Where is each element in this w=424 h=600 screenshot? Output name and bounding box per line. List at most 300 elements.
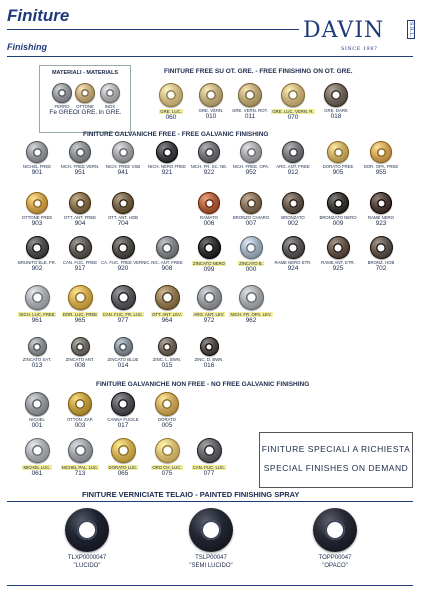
eyelet-hole	[33, 199, 42, 208]
finish-swatch	[15, 337, 59, 369]
eyelet-ring-icon	[327, 236, 350, 259]
eyelet-hole	[81, 89, 89, 97]
finish-code: 014	[117, 362, 129, 369]
finish-code: 920	[117, 265, 129, 272]
eyelet-hole	[163, 148, 172, 157]
finish-swatch	[15, 236, 59, 272]
finish-label: CAN. FUC. FREE	[62, 260, 98, 265]
eyelet-ring-icon	[282, 236, 305, 259]
finish-label: OTTONE	[76, 104, 94, 109]
eyelet-hole	[106, 89, 114, 97]
eyelet-hole	[33, 343, 41, 351]
finish-code: 901	[31, 169, 43, 176]
finish-code: 903	[31, 220, 43, 227]
finish-swatch	[187, 236, 231, 273]
finish-code: 912	[287, 169, 299, 176]
eyelet-hole	[119, 199, 128, 208]
eyelet-hole	[58, 89, 66, 97]
eyelet-hole	[33, 148, 42, 157]
finish-swatch	[101, 337, 145, 369]
finish-swatch	[271, 236, 315, 272]
eyelet-hole	[376, 243, 386, 253]
finish-code: 013	[31, 362, 43, 369]
painted-rule	[7, 501, 413, 502]
header-subtitle: Finishing	[7, 42, 47, 52]
finish-code: 923	[375, 220, 387, 227]
finish-code: 000	[245, 266, 257, 273]
eyelet-ring-icon	[112, 192, 134, 214]
eyelet-ring-icon	[282, 141, 304, 163]
eyelet-hole	[32, 445, 43, 456]
finish-label: NICH. LUC. FREE	[19, 312, 55, 317]
eyelet-ring-icon	[68, 438, 93, 463]
eyelet-ring-icon	[197, 285, 222, 310]
finish-code: 070	[287, 114, 299, 121]
eyelet-hole	[119, 343, 127, 351]
finish-label: NIC. ANT. FREE	[151, 260, 183, 265]
painted-eyelet-icon	[65, 508, 109, 552]
finish-code: Ot GRE.	[72, 109, 98, 116]
finish-swatch	[145, 392, 189, 429]
finish-code: 941	[117, 169, 129, 176]
finish-code: 075	[161, 470, 173, 477]
logo-wordmark: DAVIN	[303, 18, 385, 43]
eyelet-ring-icon	[114, 337, 133, 356]
header-rule	[7, 29, 299, 30]
painted-swatch	[171, 508, 251, 570]
eyelet-hole	[118, 445, 129, 456]
finish-swatch	[187, 438, 231, 477]
eyelet-hole	[32, 399, 42, 409]
finish-label: ARG. ANT. FREE	[276, 164, 310, 169]
finish-swatch	[101, 192, 145, 227]
finish-code: 008	[74, 362, 86, 369]
davin-logo	[303, 18, 415, 56]
painted-code: TSLP00047	[195, 555, 227, 561]
finish-swatch	[101, 285, 145, 324]
finish-swatch	[359, 236, 403, 272]
painted-code: TOPP00047	[318, 555, 352, 561]
finish-label: GRE. LUC. VERN. R.	[272, 109, 314, 114]
finish-label: GRE. DARK	[324, 108, 348, 113]
finish-code: 964	[161, 317, 173, 324]
eyelet-ring-icon	[52, 83, 72, 103]
finish-code: 018	[330, 113, 342, 120]
painted-swatch	[47, 508, 127, 570]
finish-label: ARG. ANT. LEV.	[193, 312, 225, 317]
eyelet-ring-icon	[324, 83, 348, 107]
eyelet-hole	[118, 292, 129, 303]
finish-swatch	[316, 236, 360, 272]
finish-swatch	[58, 236, 102, 272]
finish-label: ZINCATO B.	[239, 261, 263, 266]
eyelet-ring-icon	[26, 141, 48, 163]
finish-code: 977	[117, 317, 129, 324]
finish-code: 905	[332, 169, 344, 176]
finish-label: GRE. VERN. ROT.	[232, 108, 268, 113]
finish-label: OTT. ANT. HOB	[107, 215, 139, 220]
eyelet-ring-icon	[75, 83, 95, 103]
finish-code: 702	[375, 265, 387, 272]
finish-swatch	[101, 438, 145, 477]
finish-code: 017	[117, 422, 129, 429]
finish-label: NICH. FR. SC. NE.	[190, 164, 228, 169]
finish-label: BRONZATO NERO	[319, 215, 357, 220]
eyelet-hole	[118, 399, 128, 409]
finish-swatch	[271, 192, 315, 227]
finish-swatch	[58, 141, 102, 176]
eyelet-ring-icon	[26, 236, 49, 259]
eyelet-hole	[325, 520, 345, 540]
finish-swatch	[229, 192, 273, 227]
eyelet-ring-icon	[198, 141, 220, 163]
finish-swatch	[229, 236, 273, 273]
finish-label: RAME NERO	[367, 215, 395, 220]
eyelet-hole	[288, 90, 298, 100]
eyelet-ring-icon	[156, 236, 179, 259]
finish-label: NICH. FREE VERN.	[60, 164, 100, 169]
finish-label: OTT. ANT. LEV.	[152, 312, 182, 317]
eyelet-hole	[76, 343, 84, 351]
finish-swatch	[270, 83, 316, 121]
finish-code: 922	[203, 169, 215, 176]
eyelet-ring-icon	[25, 438, 50, 463]
finish-code: 962	[245, 317, 257, 324]
finish-swatch	[145, 141, 189, 176]
eyelet-hole	[119, 148, 128, 157]
eyelet-ring-icon	[112, 141, 134, 163]
eyelet-ring-icon	[370, 141, 392, 163]
finish-label: RAMATO	[200, 215, 218, 220]
eyelet-ring-icon	[69, 192, 91, 214]
logo-srl: S.R.L.	[408, 22, 414, 38]
finish-swatch	[359, 192, 403, 227]
finish-label: OTTON. ZAP.	[66, 417, 94, 422]
finish-label: NICH. NERO FREE	[148, 164, 186, 169]
finish-label: NICHEL FREE	[22, 164, 52, 169]
eyelet-hole	[377, 148, 386, 157]
eyelet-ring-icon	[282, 192, 304, 214]
finish-swatch	[58, 337, 102, 369]
eyelet-ring-icon	[26, 192, 48, 214]
finish-swatch	[359, 141, 403, 176]
finish-swatch	[72, 83, 98, 116]
finish-swatch	[58, 438, 102, 477]
eyelet-hole	[76, 199, 85, 208]
eyelet-hole	[204, 292, 215, 303]
finish-code: 001	[31, 422, 43, 429]
eyelet-hole	[75, 243, 85, 253]
finish-label: DORATO FREE	[322, 164, 354, 169]
finish-label: ZINC. L. BWN.	[152, 357, 182, 362]
eyelet-hole	[334, 199, 343, 208]
finish-swatch	[229, 141, 273, 176]
eyelet-ring-icon	[100, 83, 120, 103]
finish-code: 005	[161, 422, 173, 429]
painted-name: "LUCIDO"	[73, 563, 101, 569]
finish-code: In GRE.	[98, 109, 122, 116]
finish-code: 010	[205, 113, 217, 120]
finish-code: 952	[245, 169, 257, 176]
eyelet-ring-icon	[198, 236, 221, 259]
finish-label: CA. FUC. FREE VERNIC.	[101, 260, 151, 265]
painted-name: "OPACO"	[322, 563, 348, 569]
finish-label: NICHEL PAL. LUC.	[61, 465, 99, 470]
finish-swatch	[229, 285, 273, 324]
eyelet-ring-icon	[240, 192, 262, 214]
eyelet-hole	[118, 243, 128, 253]
eyelet-hole	[163, 343, 171, 351]
eyelet-ring-icon	[238, 83, 262, 107]
finish-label: ZINCATO BLUE	[107, 357, 139, 362]
section-title-galvanic-free: FINITURE GALVANICHE FREE - FREE GALVANIC FINISHING	[83, 131, 269, 138]
eyelet-ring-icon	[25, 392, 49, 416]
eyelet-ring-icon	[239, 285, 264, 310]
finish-label: NICHEL	[29, 417, 45, 422]
header-title: Finiture	[7, 6, 70, 25]
painted-swatch	[295, 508, 375, 570]
eyelet-ring-icon	[28, 337, 47, 356]
eyelet-ring-icon	[155, 438, 180, 463]
eyelet-hole	[32, 292, 43, 303]
finish-swatch	[145, 236, 189, 272]
finish-label: CANNA FUCILE	[107, 417, 139, 422]
finish-code: Fe GRE.	[49, 109, 75, 116]
finish-swatch	[101, 141, 145, 176]
finish-swatch	[58, 392, 102, 429]
eyelet-ring-icon	[156, 141, 178, 163]
finish-label: ZINCATO ANT.	[65, 357, 95, 362]
eyelet-ring-icon	[112, 236, 135, 259]
eyelet-hole	[166, 90, 176, 100]
finish-code: 951	[74, 169, 86, 176]
finish-label: BRONZO CHIARO	[232, 215, 270, 220]
eyelet-ring-icon	[111, 438, 136, 463]
eyelet-ring-icon	[199, 83, 223, 107]
finish-code: 099	[203, 266, 215, 273]
finish-label: NICH. FREE, OPA.	[232, 164, 270, 169]
eyelet-hole	[162, 292, 173, 303]
eyelet-hole	[205, 343, 213, 351]
finish-label: ZINCATO SAT.	[22, 357, 52, 362]
eyelet-ring-icon	[159, 83, 183, 107]
finish-label: NICH. FR. OPA. LEV.	[230, 312, 272, 317]
finish-label: ORO CH. LUC.	[152, 465, 182, 470]
finish-code: 016	[203, 362, 215, 369]
finish-label: BRONZ. HOB	[367, 260, 395, 265]
finish-swatch	[187, 337, 231, 369]
eyelet-hole	[206, 90, 216, 100]
finish-label: OTT. ANT. FREE	[63, 215, 97, 220]
eyelet-hole	[204, 445, 215, 456]
finish-code: 003	[74, 422, 86, 429]
finish-swatch	[187, 192, 231, 227]
eyelet-ring-icon	[198, 192, 220, 214]
eyelet-ring-icon	[111, 285, 136, 310]
eyelet-hole	[331, 90, 341, 100]
eyelet-ring-icon	[155, 285, 180, 310]
finish-code: 002	[287, 220, 299, 227]
eyelet-hole	[377, 199, 386, 208]
finish-label: CAN. FUC. LUC.	[192, 465, 226, 470]
finish-swatch	[316, 141, 360, 176]
finish-swatch	[101, 236, 151, 272]
eyelet-ring-icon	[69, 236, 92, 259]
finish-label: BRONZATO	[281, 215, 305, 220]
eyelet-hole	[75, 399, 85, 409]
finish-swatch	[145, 337, 189, 369]
eyelet-hole	[162, 243, 172, 253]
finish-label: NICH. FREE VSB	[105, 164, 141, 169]
finish-swatch	[145, 438, 189, 477]
eyelet-ring-icon	[158, 337, 177, 356]
finish-swatch	[15, 192, 59, 227]
materials-title: MATERIALI - MATERIALS	[51, 70, 119, 76]
finish-swatch	[58, 192, 102, 227]
logo-since: SINCE 1987	[341, 46, 378, 52]
eyelet-hole	[288, 243, 298, 253]
eyelet-hole	[75, 292, 86, 303]
eyelet-hole	[201, 520, 221, 540]
eyelet-hole	[75, 445, 86, 456]
finish-code: 704	[117, 220, 129, 227]
eyelet-hole	[205, 199, 214, 208]
eyelet-hole	[77, 520, 97, 540]
eyelet-ring-icon	[240, 236, 263, 259]
finish-swatch	[187, 141, 231, 176]
finish-label: OTTONE FREE	[21, 215, 53, 220]
eyelet-ring-icon	[197, 438, 222, 463]
eyelet-ring-icon	[327, 141, 349, 163]
finish-swatch	[15, 141, 59, 176]
finish-swatch	[145, 285, 189, 324]
footer-rule	[7, 585, 413, 586]
finish-code: 921	[161, 169, 173, 176]
finish-label: GRE. LUC.	[160, 109, 182, 114]
eyelet-ring-icon	[370, 236, 393, 259]
eyelet-hole	[247, 199, 256, 208]
finish-label: DOR. OPA. FREE	[363, 164, 399, 169]
finish-code: 961	[31, 317, 43, 324]
eyelet-ring-icon	[111, 392, 135, 416]
finish-code: 009	[332, 220, 344, 227]
eyelet-hole	[162, 399, 172, 409]
finish-label: DORATO	[158, 417, 176, 422]
finish-swatch	[271, 141, 315, 176]
finish-swatch	[58, 285, 102, 324]
finish-swatch	[227, 83, 273, 120]
finish-label: RAME NERO ETR.	[274, 260, 312, 265]
eyelet-ring-icon	[69, 141, 91, 163]
finish-swatch	[15, 392, 59, 429]
finish-code: 007	[245, 220, 257, 227]
special-finishes-box	[259, 432, 413, 488]
finish-label: MICHEL LUC.	[23, 465, 51, 470]
finish-swatch	[97, 83, 123, 116]
finish-code: 925	[332, 265, 344, 272]
eyelet-hole	[76, 148, 85, 157]
eyelet-ring-icon	[281, 83, 305, 107]
section-title-galvanic-nonfree: FINITURE GALVANICHE NON FREE - NO FREE GALVANIC FINISHING	[96, 381, 310, 388]
eyelet-ring-icon	[155, 392, 179, 416]
finish-swatch	[15, 285, 59, 324]
eyelet-ring-icon	[327, 192, 349, 214]
finish-label: ZINC. D. BWN.	[194, 357, 224, 362]
finish-code: 065	[117, 470, 129, 477]
section-title-painted: FINITURE VERNICIATE TELAIO - PAINTED FINISHING SPRAY	[82, 490, 300, 499]
finish-label: RAME ANT. ETR.	[321, 260, 355, 265]
finish-code: 924	[287, 265, 299, 272]
finish-swatch	[316, 192, 360, 227]
finish-code: 917	[74, 265, 86, 272]
special-finishes-it: FINITURE SPECIALI A RICHIESTA	[261, 444, 411, 454]
eyelet-hole	[247, 148, 256, 157]
eyelet-hole	[205, 148, 214, 157]
eyelet-hole	[289, 199, 298, 208]
eyelet-hole	[162, 445, 173, 456]
eyelet-hole	[289, 148, 298, 157]
finish-code: 077	[203, 470, 215, 477]
finish-code: 011	[244, 113, 256, 120]
finish-code: 972	[203, 317, 215, 324]
painted-eyelet-icon	[189, 508, 233, 552]
finish-swatch	[187, 285, 231, 324]
finish-swatch	[15, 438, 59, 477]
eyelet-ring-icon	[240, 141, 262, 163]
eyelet-ring-icon	[370, 192, 392, 214]
finish-code: 908	[161, 265, 173, 272]
finish-label: DORATO LUC.	[108, 465, 138, 470]
eyelet-hole	[245, 90, 255, 100]
finish-code: 902	[31, 265, 43, 272]
finish-label: DOR. LUC. FREE	[62, 312, 98, 317]
painted-code: TLXP0000047	[67, 555, 107, 561]
finish-label: CAN. FUC. FR. LUC.	[102, 312, 144, 317]
finish-code: 713	[74, 470, 86, 477]
finish-label: BRUNITO ELE. FR.	[18, 260, 56, 265]
finish-label: INOX	[104, 104, 116, 109]
eyelet-ring-icon	[200, 337, 219, 356]
finish-code: 061	[31, 470, 43, 477]
finish-code: 060	[165, 114, 177, 121]
eyelet-hole	[246, 243, 256, 253]
finish-code: 006	[203, 220, 215, 227]
eyelet-ring-icon	[71, 337, 90, 356]
eyelet-hole	[204, 243, 214, 253]
painted-eyelet-icon	[313, 508, 357, 552]
finish-code: 965	[74, 317, 86, 324]
finish-label: GRE. VERN.	[198, 108, 224, 113]
header-rule-bottom	[7, 56, 413, 57]
finish-code: 015	[161, 362, 173, 369]
special-finishes-en: SPECIAL FINISHES ON DEMAND	[263, 463, 409, 473]
section-title-free-oxid: FINITURE FREE SU OT. GRE. - FREE FINISHING ON OT. GRE.	[164, 68, 353, 75]
finish-label: FERRO	[54, 104, 70, 109]
finish-code: 904	[74, 220, 86, 227]
eyelet-hole	[32, 243, 42, 253]
finish-swatch	[313, 83, 359, 120]
finish-code: 955	[375, 169, 387, 176]
eyelet-ring-icon	[68, 285, 93, 310]
painted-name: "SEMI LUCIDO"	[189, 563, 233, 569]
eyelet-ring-icon	[25, 285, 50, 310]
finish-swatch	[101, 392, 145, 429]
finish-label: ZINCATO NERO	[192, 261, 226, 266]
eyelet-hole	[333, 243, 343, 253]
eyelet-hole	[334, 148, 343, 157]
eyelet-ring-icon	[68, 392, 92, 416]
eyelet-hole	[246, 292, 257, 303]
